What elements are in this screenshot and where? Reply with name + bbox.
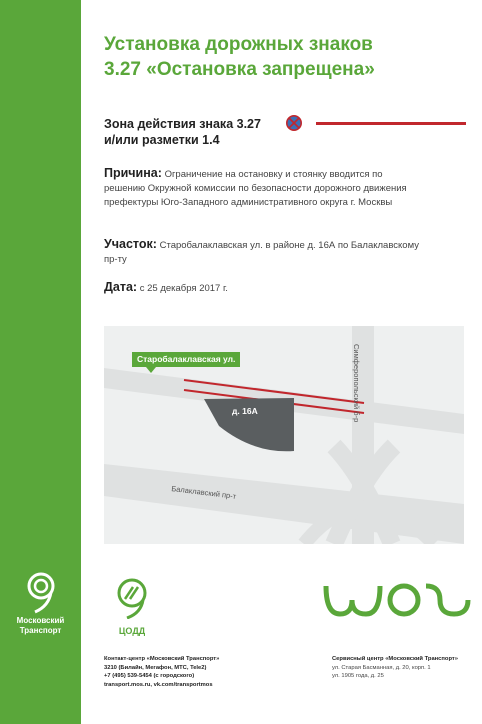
codd-logo (108, 575, 156, 636)
moscow-transport-label-2: Транспорт (19, 626, 62, 635)
section-label: Участок: (104, 237, 157, 251)
footer-right-line2: ул. 1905 года, д. 25 (332, 673, 384, 680)
reason-block (104, 166, 424, 210)
no-stopping-sign-icon (286, 115, 302, 131)
footer-left-line2: +7 (495) 539-5454 (с городского) (104, 673, 195, 680)
page-title (104, 32, 464, 82)
footer-service-center (332, 655, 480, 681)
moscow-transport-logo (0, 570, 81, 636)
footer-left-line3: transport.mos.ru, vk.com/transportmos (104, 681, 213, 688)
date-block (104, 280, 424, 296)
moscow-transport-label-1: Московский (16, 616, 65, 625)
date-text: с 25 декабря 2017 г. (139, 283, 228, 294)
callout-pointer (146, 367, 156, 373)
section-block (104, 237, 424, 267)
title-line-2: 3.27 «Остановка запрещена» (104, 59, 375, 80)
footer-left-title: Контакт-центр «Московский Транспорт» (104, 656, 220, 662)
reason-text: Ограничение на остановку и стоянку вводится по решению Окружной комиссии по безопасности дорожного движения префектуры Юго-Западного административного округа г. Москвы (104, 169, 407, 208)
footer-contact-center (104, 655, 304, 689)
date-label: Дата: (104, 280, 138, 294)
zone-heading (104, 116, 261, 148)
mos-logo-icon (322, 578, 472, 622)
road-label-balaklavsky: Балаклавский пр-т (170, 484, 237, 501)
zone-line-2: и/или разметки 1.4 (104, 133, 220, 147)
house-label: д. 16А (232, 406, 258, 416)
moscow-transport-icon (21, 570, 61, 614)
title-line-1: Установка дорожных знаков (104, 34, 373, 55)
zone-line-1: Зона действия знака 3.27 (104, 117, 261, 131)
codd-icon (111, 575, 153, 619)
marking-line-legend (316, 122, 466, 125)
section-text: Старобалаклавская ул. в районе д. 16А по Балаклавскому пр-ту (104, 240, 419, 265)
footer-right-title: Сервисный центр «Московский Транспорт» (332, 656, 458, 662)
reason-label: Причина: (104, 166, 162, 180)
footer-right-line1: ул. Старая Басманная, д. 20, корп. 1 (332, 664, 431, 671)
street-callout: Старобалаклавская ул. (132, 352, 240, 367)
codd-label: ЦОДД (118, 626, 146, 636)
footer-left-line1: 3210 (Билайн, Мегафон, МТС, Tele2) (104, 664, 207, 671)
road-label-simferopolsky: Симферопольский б-р (352, 344, 361, 423)
